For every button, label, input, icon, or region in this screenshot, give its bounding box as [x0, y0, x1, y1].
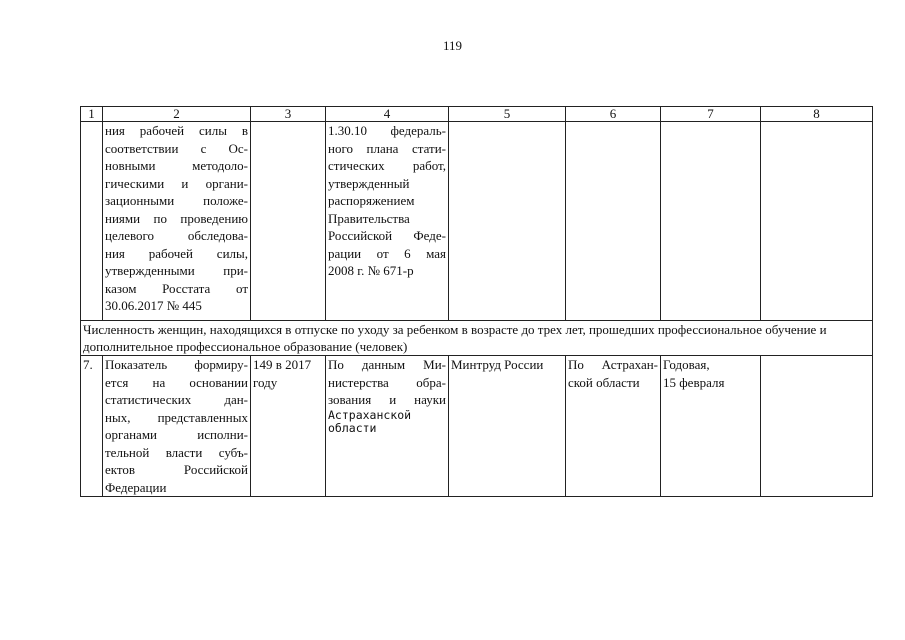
text-line: утвержденными при-	[105, 263, 248, 278]
cell-responsible	[449, 122, 566, 321]
column-number: 4	[326, 107, 449, 122]
text-line: стических работ,	[328, 158, 446, 173]
typed-text-line: Астраханской	[328, 407, 412, 422]
section-title: Численность женщин, находящихся в отпуске по уходу за ребенком в возрасте до трех лет, прошедших профессиональное обучение и дополнительное профессиональное образование (человек)	[81, 321, 873, 356]
cell-level	[566, 356, 661, 497]
text-line: ного плана стати-	[328, 140, 446, 156]
text-line: соответствии с Ос-	[105, 140, 248, 156]
text-line: ния рабочей силы,	[105, 245, 248, 261]
cell-description	[103, 356, 251, 497]
text-line: новными методоло-	[105, 158, 248, 173]
text-line: По данным Ми-	[328, 357, 446, 372]
text-line: году	[253, 374, 278, 390]
column-number: 6	[566, 107, 661, 122]
text-line: ской области	[568, 374, 640, 390]
cell-level	[566, 122, 661, 321]
data-table	[80, 106, 873, 497]
cell-notes	[761, 122, 873, 321]
cell-notes	[761, 356, 873, 497]
text-line: ектов Российской	[105, 462, 248, 477]
table-row-continued	[81, 122, 873, 321]
column-number: 8	[761, 107, 873, 122]
typed-text-line: области	[328, 420, 377, 435]
text-line: ется на основании	[105, 374, 248, 390]
cell-number: 7.	[81, 356, 103, 497]
column-number: 1	[81, 107, 103, 122]
cell-periodicity	[661, 356, 761, 497]
text-line: 1.30.10 федераль-	[328, 123, 446, 138]
text-line: гическими и органи-	[105, 175, 248, 191]
text-line: Правительства	[328, 210, 410, 226]
column-number: 3	[251, 107, 326, 122]
text-line: Показатель формиру-	[105, 357, 248, 372]
cell-source	[326, 356, 449, 497]
text-line: 15 февраля	[663, 374, 725, 390]
text-line: статистических дан-	[105, 392, 248, 407]
cell-periodicity	[661, 122, 761, 321]
text-line: казом Росстата от	[105, 280, 248, 296]
text-line: зования и науки	[328, 392, 446, 407]
text-line: ниями по проведению	[105, 210, 248, 226]
text-line: 2008 г. № 671-р	[328, 263, 414, 278]
text-line: нистерства обра-	[328, 374, 446, 390]
section-header-row	[81, 321, 873, 356]
text-line: 30.06.2017 № 445	[105, 298, 202, 313]
text-line: Федерации	[105, 479, 167, 495]
cell-value	[251, 356, 326, 497]
column-number-row	[81, 107, 873, 122]
text-line: органами исполни-	[105, 427, 248, 442]
text-line: ния рабочей силы в	[105, 123, 248, 138]
page-number: 119	[442, 38, 463, 53]
table-row-7	[81, 356, 873, 497]
column-number: 2	[103, 107, 251, 122]
text-line: ных, представленных	[105, 409, 248, 425]
text-line: распоряжением	[328, 193, 415, 208]
text-line: тельной власти субъ-	[105, 444, 248, 460]
cell-value	[251, 122, 326, 321]
text-line: целевого обследова-	[105, 228, 248, 243]
text-line: По Астрахан-	[568, 357, 658, 372]
cell-responsible: Минтруд России	[449, 356, 566, 497]
cell-number	[81, 122, 103, 321]
column-number: 5	[449, 107, 566, 122]
text-line: зационными положе-	[105, 193, 248, 208]
text-line: 149 в 2017	[253, 357, 312, 372]
text-line: Годовая,	[663, 357, 710, 372]
cell-source	[326, 122, 449, 321]
text-line: утвержденный	[328, 175, 410, 191]
column-number: 7	[661, 107, 761, 122]
cell-description	[103, 122, 251, 321]
text-line: рации от 6 мая	[328, 245, 446, 261]
text-line: Российской Феде-	[328, 228, 446, 243]
